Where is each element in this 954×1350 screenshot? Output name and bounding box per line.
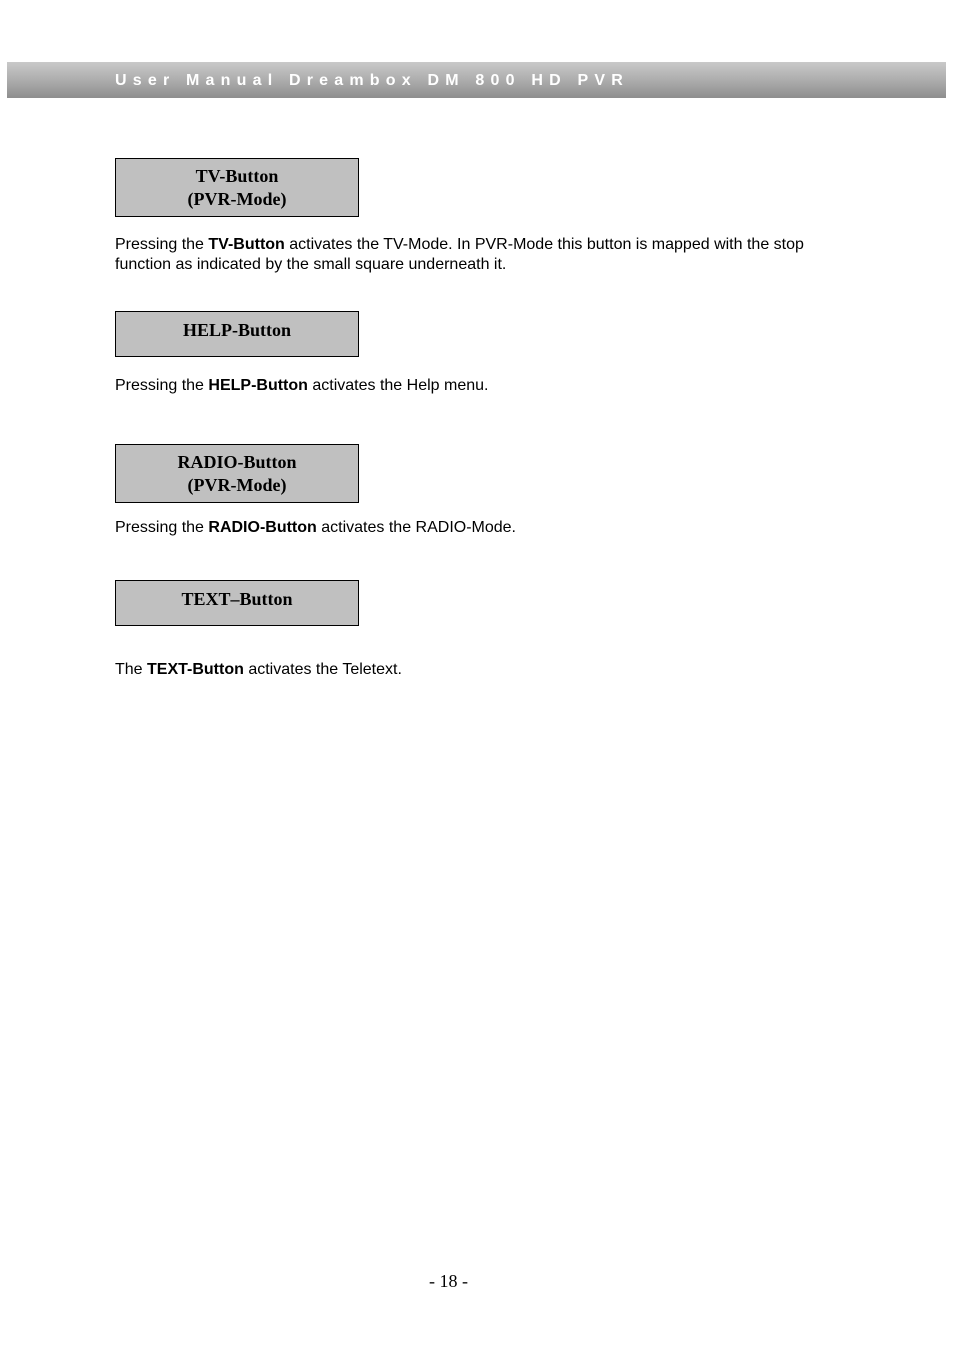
header-title: User Manual Dreambox DM 800 HD PVR — [115, 72, 630, 89]
box-title: HELP-Button — [182, 320, 292, 340]
box-title: RADIO-Button — [177, 452, 297, 472]
box-title: TEXT–Button — [181, 589, 293, 609]
desc-bold: TV-Button — [208, 236, 285, 253]
page-number: - 18 - — [429, 1271, 468, 1291]
desc-bold: HELP-Button — [208, 377, 308, 394]
help-button-description — [115, 376, 875, 396]
desc-prefix: Pressing the — [115, 236, 209, 253]
section-tv-button — [115, 158, 875, 275]
text-button-description — [115, 660, 875, 680]
help-button-box — [115, 311, 359, 357]
desc-suffix: activates the Teletext. — [243, 661, 402, 678]
desc-bold: TEXT-Button — [147, 661, 244, 678]
radio-button-box — [115, 444, 359, 503]
box-subtitle: (PVR-Mode) — [187, 475, 287, 495]
desc-suffix: activates the TV-Mode. In PVR-Mode this button is mapped with the stop function as indicated by the small square underneath it. — [115, 236, 804, 273]
desc-bold: RADIO-Button — [208, 519, 317, 536]
box-title: TV-Button — [195, 166, 279, 186]
tv-button-description — [115, 235, 855, 275]
desc-prefix: The — [115, 661, 148, 678]
section-radio-button — [115, 444, 875, 538]
radio-button-description — [115, 518, 875, 538]
tv-button-box — [115, 158, 359, 217]
desc-suffix: activates the RADIO-Mode. — [316, 519, 516, 536]
section-help-button — [115, 311, 875, 396]
section-text-button — [115, 580, 875, 680]
desc-suffix: activates the Help menu. — [307, 377, 489, 394]
desc-prefix: Pressing the — [115, 377, 209, 394]
header-bar — [7, 62, 946, 98]
text-button-box — [115, 580, 359, 626]
desc-prefix: Pressing the — [115, 519, 209, 536]
box-subtitle: (PVR-Mode) — [187, 189, 287, 209]
